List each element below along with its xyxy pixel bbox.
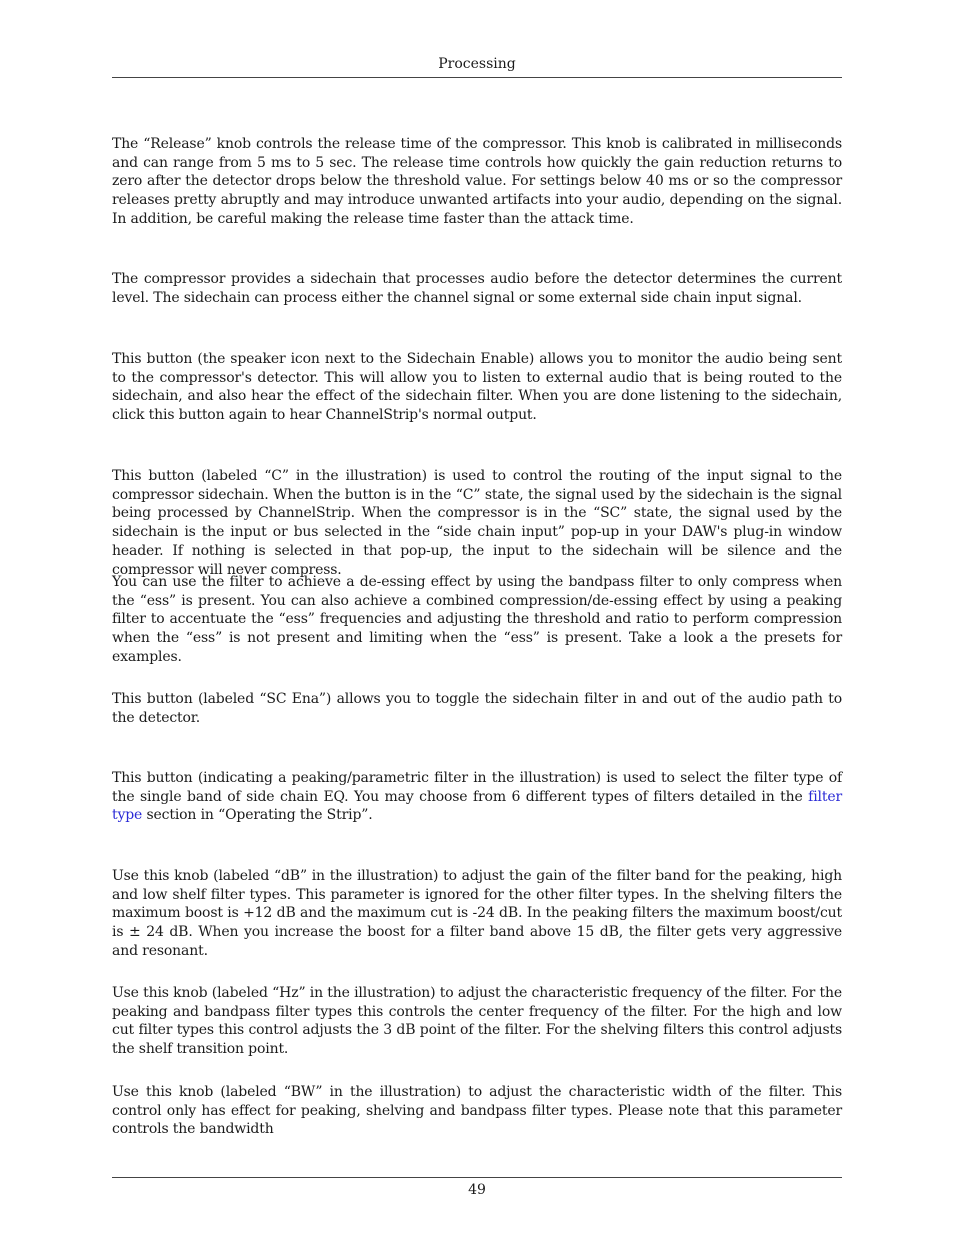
frequency-knob-paragraph: Use this knob (labeled “Hz” in the illustration) to adjust the characteristic frequency of the filter. For the peaking and bandpass filter types this controls the center frequency of the filter. For the high and low cut filter types this control adjusts the 3 dB point of the filter. For the shelving filters this control adjusts the shelf transition point. [112,985,842,1058]
release-knob-paragraph: The “Release” knob controls the release time of the compressor. This knob is calibrated in milliseconds and can range from 5 ms to 5 sec. The release time controls how quickly the gain reduction returns to zero after the detector drops below the threshold value. For settings below 40 ms or so the compressor releases pretty abruptly and may introduce unwanted artifacts into your audio, depending on the signal. In addition, be careful making the release time faster than the attack time. [112,136,842,227]
filter-type-text-before: This button (indicating a peaking/parametric filter in the illustration) is used to select the filter type of the single band of side chain EQ. You may choose from 6 different types of filters detailed in the [112,770,842,805]
de-essing-paragraph: You can use the filter to achieve a de-essing effect by using the bandpass filter to only compress when the “ess” is present. You can also achieve a combined compression/de-essing effect by using a peaking filter to accentuate the “ess” frequencies and adjusting the threshold and ratio to perform compression when the “ess” is not present and limiting when the “ess” is present. Take a look a the presets for examples. [112,574,842,665]
filter-type-link[interactable]: filter type [112,788,842,824]
sidechain-monitor-paragraph: This button (the speaker icon next to the Sidechain Enable) allows you to monitor the audio being sent to the compressor's detector. This will allow you to listen to external audio that is being routed to the sidechain, and also hear the effect of the sidechain filter. When you are done listening to the sidechain, click this button again to hear ChannelStrip's normal output. [112,351,842,424]
sidechain-paragraph: The compressor provides a sidechain that processes audio before the detector determines the current level. The sidechain can process either the channel signal or some external side chain input signal. [112,271,842,306]
filter-type-paragraph [112,769,842,825]
filter-type-text-after: section in “Operating the Strip”. [142,807,373,824]
gain-knob-paragraph: Use this knob (labeled “dB” in the illustration) to adjust the gain of the filter band for the peaking, high and low shelf filter types. This parameter is ignored for the other filter types. In the shelving filters the maximum boost is +12 dB and the maximum cut is -24 dB. In the peaking filters the maximum boost/cut is ± 24 dB. When you increase the boost for a filter band above 15 dB, the filter gets very aggressive and resonant. [112,868,842,959]
footer-rule [112,1177,842,1178]
bandwidth-knob-paragraph: Use this knob (labeled “BW” in the illustration) to adjust the characteristic width of the filter. This control only has effect for peaking, shelving and bandpass filter types. Please note that this parameter controls the bandwidth [112,1084,842,1138]
running-header: Processing [438,56,516,72]
header-rule [112,77,842,78]
page-number: 49 [468,1182,486,1198]
sidechain-routing-paragraph: This button (labeled “C” in the illustration) is used to control the routing of the input signal to the compressor sidechain. When the button is in the “C” state, the signal used by the sidechain is the signal being processed by ChannelStrip. When the compressor is in the “SC” state, the signal used by the sidechain is the input or bus selected in the “side chain input” pop-up in your DAW's plug-in window header. If nothing is selected in that pop-up, the input to the sidechain will be silence and the compressor will never compress. [112,468,842,578]
sc-enable-paragraph: This button (labeled “SC Ena”) allows you to toggle the sidechain filter in and out of the audio path to the detector. [112,691,842,726]
